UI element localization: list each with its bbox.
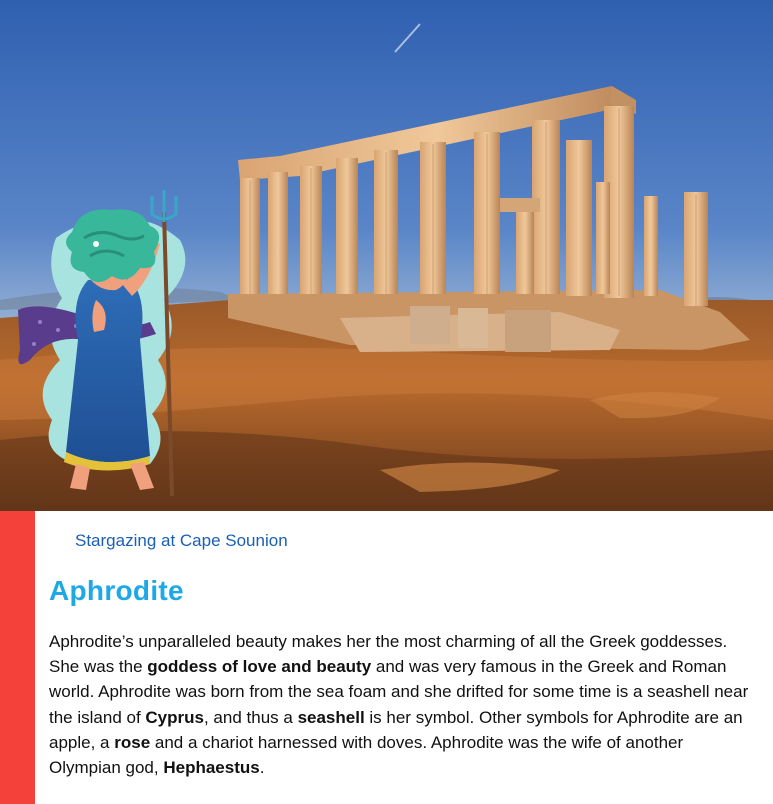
page-title: Aphrodite bbox=[49, 575, 184, 606]
paragraph-text: Aphrodite’s unparalleled beauty makes her the most charming of all the Greek goddesses. She was the bbox=[49, 632, 728, 677]
bold-term: seashell bbox=[297, 707, 365, 727]
bold-term: rose bbox=[114, 732, 151, 752]
bold-term: goddess of love and beauty bbox=[147, 657, 372, 677]
article-card bbox=[35, 511, 773, 804]
bold-term: Hephaestus bbox=[163, 758, 260, 778]
bold-term: Cyprus bbox=[145, 707, 204, 727]
paragraph-text: is her symbol. Other symbols for Aphrodite are an apple, a bbox=[49, 707, 743, 752]
article-paragraph bbox=[49, 629, 755, 780]
paragraph-text: , and thus a bbox=[203, 707, 298, 727]
section-kicker[interactable]: Stargazing at Cape Sounion bbox=[75, 531, 288, 550]
accent-bar bbox=[0, 511, 35, 804]
paragraph-text: . bbox=[259, 758, 265, 778]
paragraph-text: and was very famous in the Greek and Roman world. Aphrodite was born from the sea foam and she drifted for some time is a seashell near the island of bbox=[49, 657, 749, 727]
paragraph-text: and a chariot harnessed with doves. Aphrodite was the wife of another Olympian god, bbox=[49, 732, 684, 778]
